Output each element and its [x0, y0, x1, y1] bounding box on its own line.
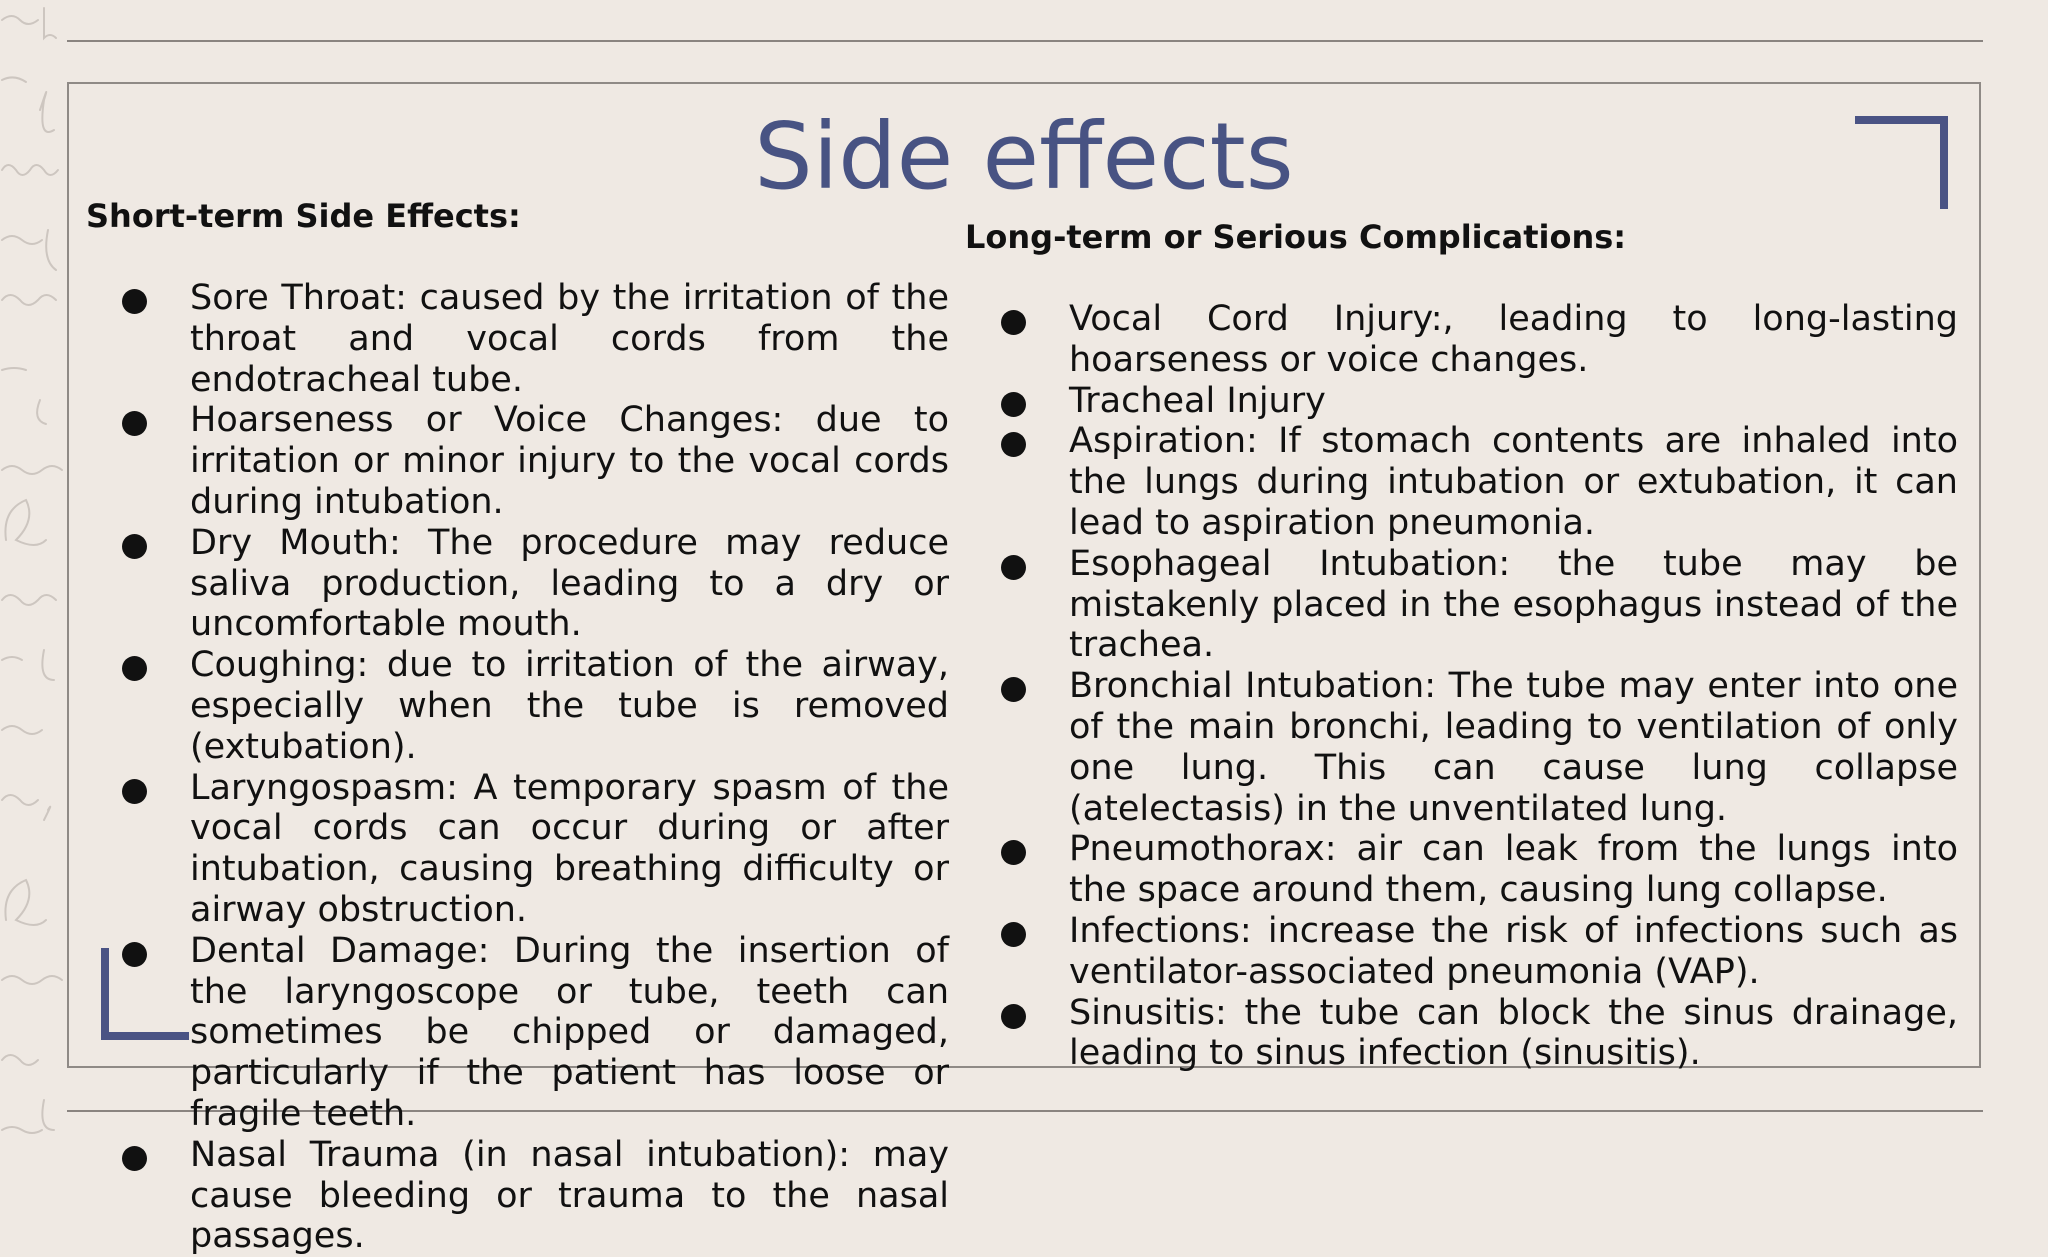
- list-item-text: Dry Mouth: The procedure may reduce saliva production, leading to a dry or uncomfortable mouth.: [190, 522, 949, 645]
- bullet-icon: [1001, 840, 1026, 865]
- list-item-text: Coughing: due to irritation of the airway, especially when the tube is removed (extubation).: [190, 645, 949, 767]
- list-item-text: Dental Damage: During the insertion of the laryngoscope or tube, teeth can sometimes be chipped or damaged, particularly if the patient has loose or fragile teeth.: [190, 930, 949, 1134]
- bullet-icon: [122, 779, 147, 804]
- list-item: [120, 278, 949, 400]
- list-item: [999, 829, 1958, 911]
- long-term-heading: Long-term or Serious Complications:: [965, 218, 1627, 256]
- long-term-list: [999, 299, 1958, 1074]
- bullet-icon: [122, 411, 147, 436]
- bullet-icon: [1001, 392, 1026, 417]
- list-item: [999, 299, 1958, 381]
- list-item: [999, 993, 1958, 1075]
- bullet-icon: [122, 942, 147, 967]
- bullet-icon: [1001, 555, 1026, 580]
- list-item: [120, 1135, 949, 1257]
- bullet-icon: [1001, 922, 1026, 947]
- list-item: [999, 911, 1958, 993]
- list-item: [999, 421, 1958, 543]
- list-item: [999, 666, 1958, 829]
- list-item-text: Bronchial Intubation: The tube may enter into one of the main bronchi, leading to ventilation of only one lung. This can cause lung collapse (atelectasis) in the unventilated lung.: [1069, 666, 1958, 829]
- list-item-text: Hoarseness or Voice Changes: due to irritation or minor injury to the vocal cords during intubation.: [190, 400, 949, 522]
- list-item-text: Sinusitis: the tube can block the sinus drainage, leading to sinus infection (sinusitis).: [1069, 992, 1958, 1074]
- list-item-text: Esophageal Intubation: the tube may be mistakenly placed in the esophagus instead of the trachea.: [1069, 543, 1958, 666]
- bullet-icon: [122, 1146, 147, 1171]
- top-divider: [67, 40, 1983, 42]
- bullet-icon: [122, 534, 147, 559]
- short-term-heading: Short-term Side Effects:: [86, 197, 521, 235]
- list-item: [120, 400, 949, 522]
- list-item: [120, 645, 949, 767]
- list-item: [120, 523, 949, 645]
- list-item-text: Infections: increase the risk of infections such as ventilator-associated pneumonia (VAP).: [1069, 910, 1958, 992]
- list-item-text: Vocal Cord Injury:, leading to long-lasting hoarseness or voice changes.: [1069, 299, 1958, 380]
- list-item: [999, 381, 1958, 422]
- bullet-icon: [122, 656, 147, 681]
- list-item-text: Nasal Trauma (in nasal intubation): may cause bleeding or trauma to the nasal passages.: [190, 1134, 949, 1257]
- list-item-text: Sore Throat: caused by the irritation of the throat and vocal cords from the endotracheal tube.: [190, 278, 949, 400]
- list-item-text: Tracheal Injury: [1069, 380, 1326, 421]
- bullet-icon: [122, 289, 147, 314]
- bullet-icon: [1001, 432, 1026, 457]
- list-item-text: Aspiration: If stomach contents are inhaled into the lungs during intubation or extubation, it can lead to aspiration pneumonia.: [1069, 421, 1958, 543]
- list-item: [120, 931, 949, 1135]
- short-term-list: [120, 278, 949, 1257]
- list-item: [999, 544, 1958, 666]
- list-item-text: Laryngospasm: A temporary spasm of the vocal cords can occur during or after intubation, causing breathing difficulty or airway obstruction.: [190, 767, 949, 930]
- bullet-icon: [1001, 310, 1026, 335]
- bullet-icon: [1001, 1004, 1026, 1029]
- bullet-icon: [1001, 677, 1026, 702]
- list-item-text: Pneumothorax: air can leak from the lungs into the space around them, causing lung collapse.: [1069, 829, 1958, 911]
- list-item: [120, 768, 949, 931]
- slide-title: Side effects: [754, 103, 1294, 210]
